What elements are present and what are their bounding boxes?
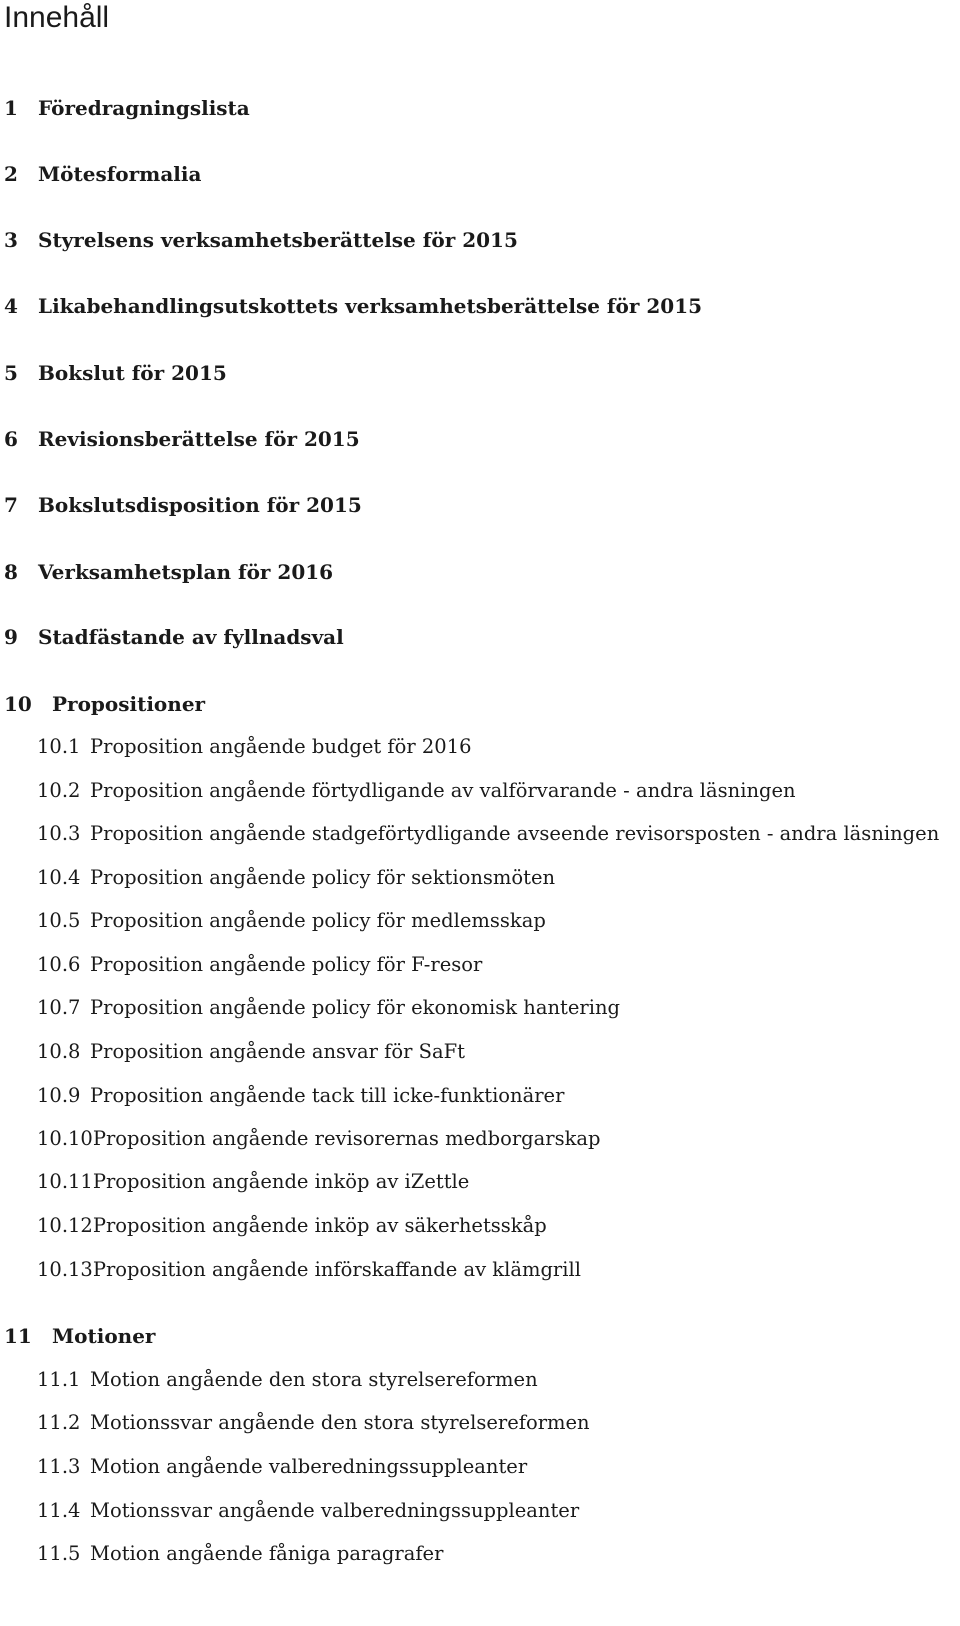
toc-section-7[interactable] [4,491,362,519]
subsection-title: Motionssvar angående den stora styrelsereformen [90,1411,590,1434]
subsection-title: Proposition angående inköp av säkerhetsskåp [92,1214,547,1237]
subsection-number: 11.1 [37,1368,81,1391]
toc-subsection-10-5[interactable] [37,907,546,935]
section-number: 7 [4,493,18,517]
subsection-title: Proposition angående ansvar för SaFt [90,1040,466,1063]
section-number: 4 [4,294,18,318]
page-title: Innehåll [4,1,110,34]
subsection-title: Motion angående den stora styrelsereformen [90,1368,538,1391]
toc-section-8[interactable] [4,558,333,586]
section-title: Motioner [52,1324,156,1348]
section-title: Propositioner [52,692,206,716]
section-number: 9 [4,625,18,649]
subsection-number: 10.9 [37,1084,81,1107]
subsection-number: 10.12 [37,1214,93,1237]
toc-subsection-11-1[interactable] [37,1366,538,1394]
section-number: 10 [4,692,32,716]
toc-subsection-10-1[interactable] [37,733,472,761]
section-title: Stadfästande av fyllnadsval [38,625,344,649]
toc-subsection-10-4[interactable] [37,864,555,892]
section-number: 8 [4,560,18,584]
subsection-number: 11.4 [37,1499,81,1522]
subsection-number: 10.6 [37,953,81,976]
subsection-title: Motion angående fåniga paragrafer [90,1542,444,1565]
subsection-number: 10.3 [37,822,81,845]
subsection-title: Proposition angående budget för 2016 [90,735,472,758]
subsection-number: 10.13 [37,1258,93,1281]
subsection-title: Proposition angående förtydligande av valförvarande - andra läsningen [90,779,796,802]
subsection-title: Proposition angående policy för ekonomisk hantering [90,996,621,1019]
subsection-title: Proposition angående policy för sektionsmöten [90,866,556,889]
section-title: Verksamhetsplan för 2016 [38,560,334,584]
toc-subsection-10-10[interactable] [37,1125,601,1153]
section-number: 6 [4,427,18,451]
toc-subsection-11-5[interactable] [37,1540,443,1568]
section-title: Föredragningslista [38,96,250,120]
toc-section-6[interactable] [4,425,360,453]
subsection-number: 10.7 [37,996,81,1019]
subsection-number: 10.4 [37,866,81,889]
toc-subsection-11-3[interactable] [37,1453,527,1481]
section-number: 5 [4,361,18,385]
toc-section-11[interactable] [4,1322,155,1350]
subsection-title: Proposition angående policy för F-resor [90,953,483,976]
section-title: Revisionsberättelse för 2015 [38,427,360,451]
section-title: Likabehandlingsutskottets verksamhetsberättelse för 2015 [38,294,703,318]
section-number: 3 [4,228,18,252]
toc-section-1[interactable] [4,94,250,122]
subsection-number: 11.5 [37,1542,81,1565]
toc-section-4[interactable] [4,292,702,320]
section-number: 1 [4,96,18,120]
toc-subsection-10-6[interactable] [37,951,482,979]
subsection-title: Proposition angående revisorernas medborgarskap [92,1127,601,1150]
toc-subsection-10-8[interactable] [37,1038,465,1066]
subsection-title: Proposition angående inköp av iZettle [92,1170,470,1193]
toc-subsection-10-11[interactable] [37,1168,469,1196]
toc-subsection-10-2[interactable] [37,777,796,805]
subsection-number: 10.10 [37,1127,93,1150]
toc-subsection-10-3[interactable] [37,820,939,848]
subsection-number: 11.3 [37,1455,81,1478]
subsection-number: 10.2 [37,779,81,802]
subsection-title: Motion angående valberedningssuppleanter [90,1455,528,1478]
subsection-title: Motionssvar angående valberedningssuppleanter [90,1499,580,1522]
subsection-number: 10.11 [37,1170,93,1193]
subsection-number: 11.2 [37,1411,81,1434]
section-number: 11 [4,1324,32,1348]
toc-section-9[interactable] [4,623,344,651]
subsection-title: Proposition angående policy för medlemsskap [90,909,546,932]
section-title: Mötesformalia [38,162,202,186]
toc-subsection-10-7[interactable] [37,994,620,1022]
section-title: Styrelsens verksamhetsberättelse för 2015 [38,228,518,252]
toc-section-2[interactable] [4,160,201,188]
section-title: Bokslutsdisposition för 2015 [38,493,362,517]
subsection-title: Proposition angående införskaffande av klämgrill [92,1258,581,1281]
toc-subsection-10-9[interactable] [37,1082,564,1110]
section-title: Bokslut för 2015 [38,361,227,385]
subsection-title: Proposition angående stadgeförtydligande avseende revisorsposten - andra läsningen [90,822,940,845]
toc-section-3[interactable] [4,226,518,254]
subsection-title: Proposition angående tack till icke-funktionärer [90,1084,565,1107]
toc-subsection-10-13[interactable] [37,1256,581,1284]
section-number: 2 [4,162,18,186]
toc-section-5[interactable] [4,359,227,387]
toc-subsection-11-2[interactable] [37,1409,590,1437]
subsection-number: 10.1 [37,735,81,758]
toc-section-10[interactable] [4,690,205,718]
subsection-number: 10.5 [37,909,81,932]
toc-subsection-10-12[interactable] [37,1212,547,1240]
toc-subsection-11-4[interactable] [37,1497,579,1525]
subsection-number: 10.8 [37,1040,81,1063]
